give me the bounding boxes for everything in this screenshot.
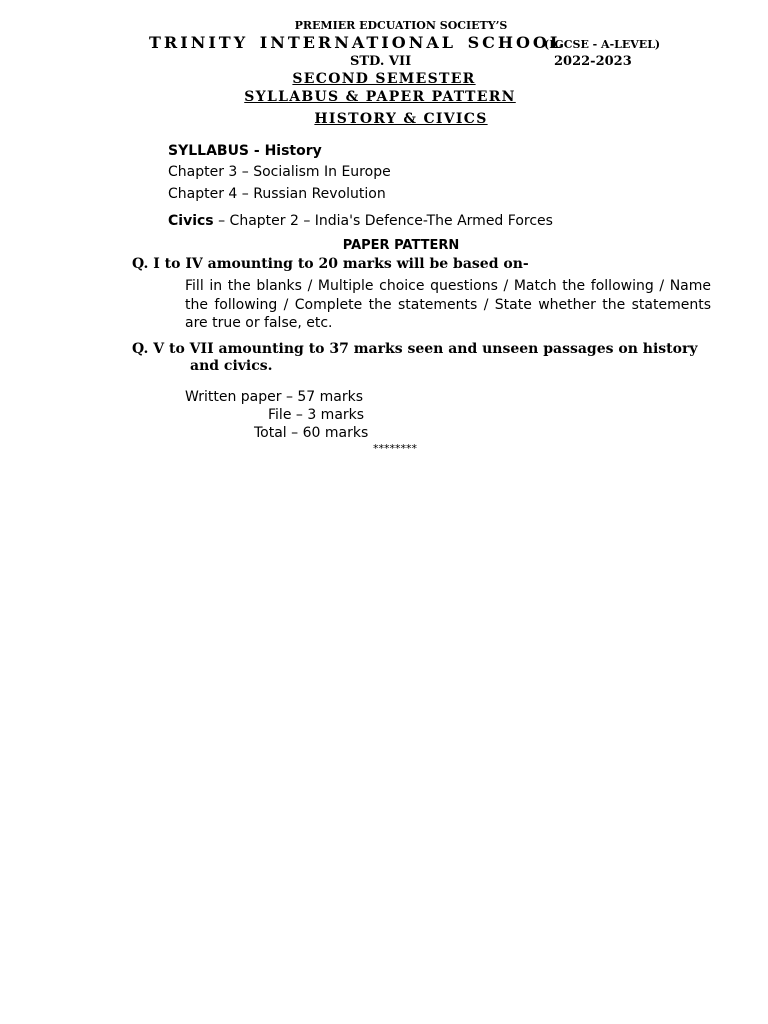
standard-label: STD. VII <box>350 54 412 69</box>
question-group-1-heading: Q. I to IV amounting to 20 marks will be based on- <box>132 256 529 272</box>
school-name-part-2: INTERNATIONAL <box>259 33 456 52</box>
file-marks: File – 3 marks <box>268 407 365 423</box>
subject-title: HISTORY & CIVICS <box>314 111 488 127</box>
school-name <box>149 33 564 52</box>
civics-chapter: – Chapter 2 – India's Defence-The Armed Forces <box>213 213 553 229</box>
chapter-item: Chapter 4 – Russian Revolution <box>168 186 386 202</box>
society-name: PREMIER EDCUATION SOCIETY’S <box>294 19 508 32</box>
civics-label: Civics <box>168 213 214 229</box>
academic-year: 2022-2023 <box>554 54 632 69</box>
syllabus-heading: SYLLABUS - History <box>168 143 322 159</box>
question-group-2-heading: Q. V to VII amounting to 37 marks seen and unseen passages on history <box>132 341 698 357</box>
document-title: SYLLABUS & PAPER PATTERN <box>244 89 516 105</box>
civics-line <box>168 213 553 229</box>
total-marks: Total – 60 marks <box>254 425 369 441</box>
end-of-document-mark: ******** <box>373 442 417 455</box>
question-group-1-description: Fill in the blanks / Multiple choice questions / Match the following / Name the following / Complete the statements / State whether the statements are true or false, etc. <box>185 278 711 331</box>
question-group-2-heading-cont: and civics. <box>190 358 273 374</box>
school-name-part-1: TRINITY <box>149 33 249 52</box>
chapter-item: Chapter 3 – Socialism In Europe <box>168 164 391 180</box>
school-name-part-3: SCHOOL <box>467 33 565 52</box>
written-paper-marks: Written paper – 57 marks <box>185 389 364 405</box>
paper-pattern-heading: PAPER PATTERN <box>342 238 460 253</box>
curriculum-label: (IGCSE - A-LEVEL) <box>544 38 661 51</box>
semester-title: SECOND SEMESTER <box>292 71 476 87</box>
